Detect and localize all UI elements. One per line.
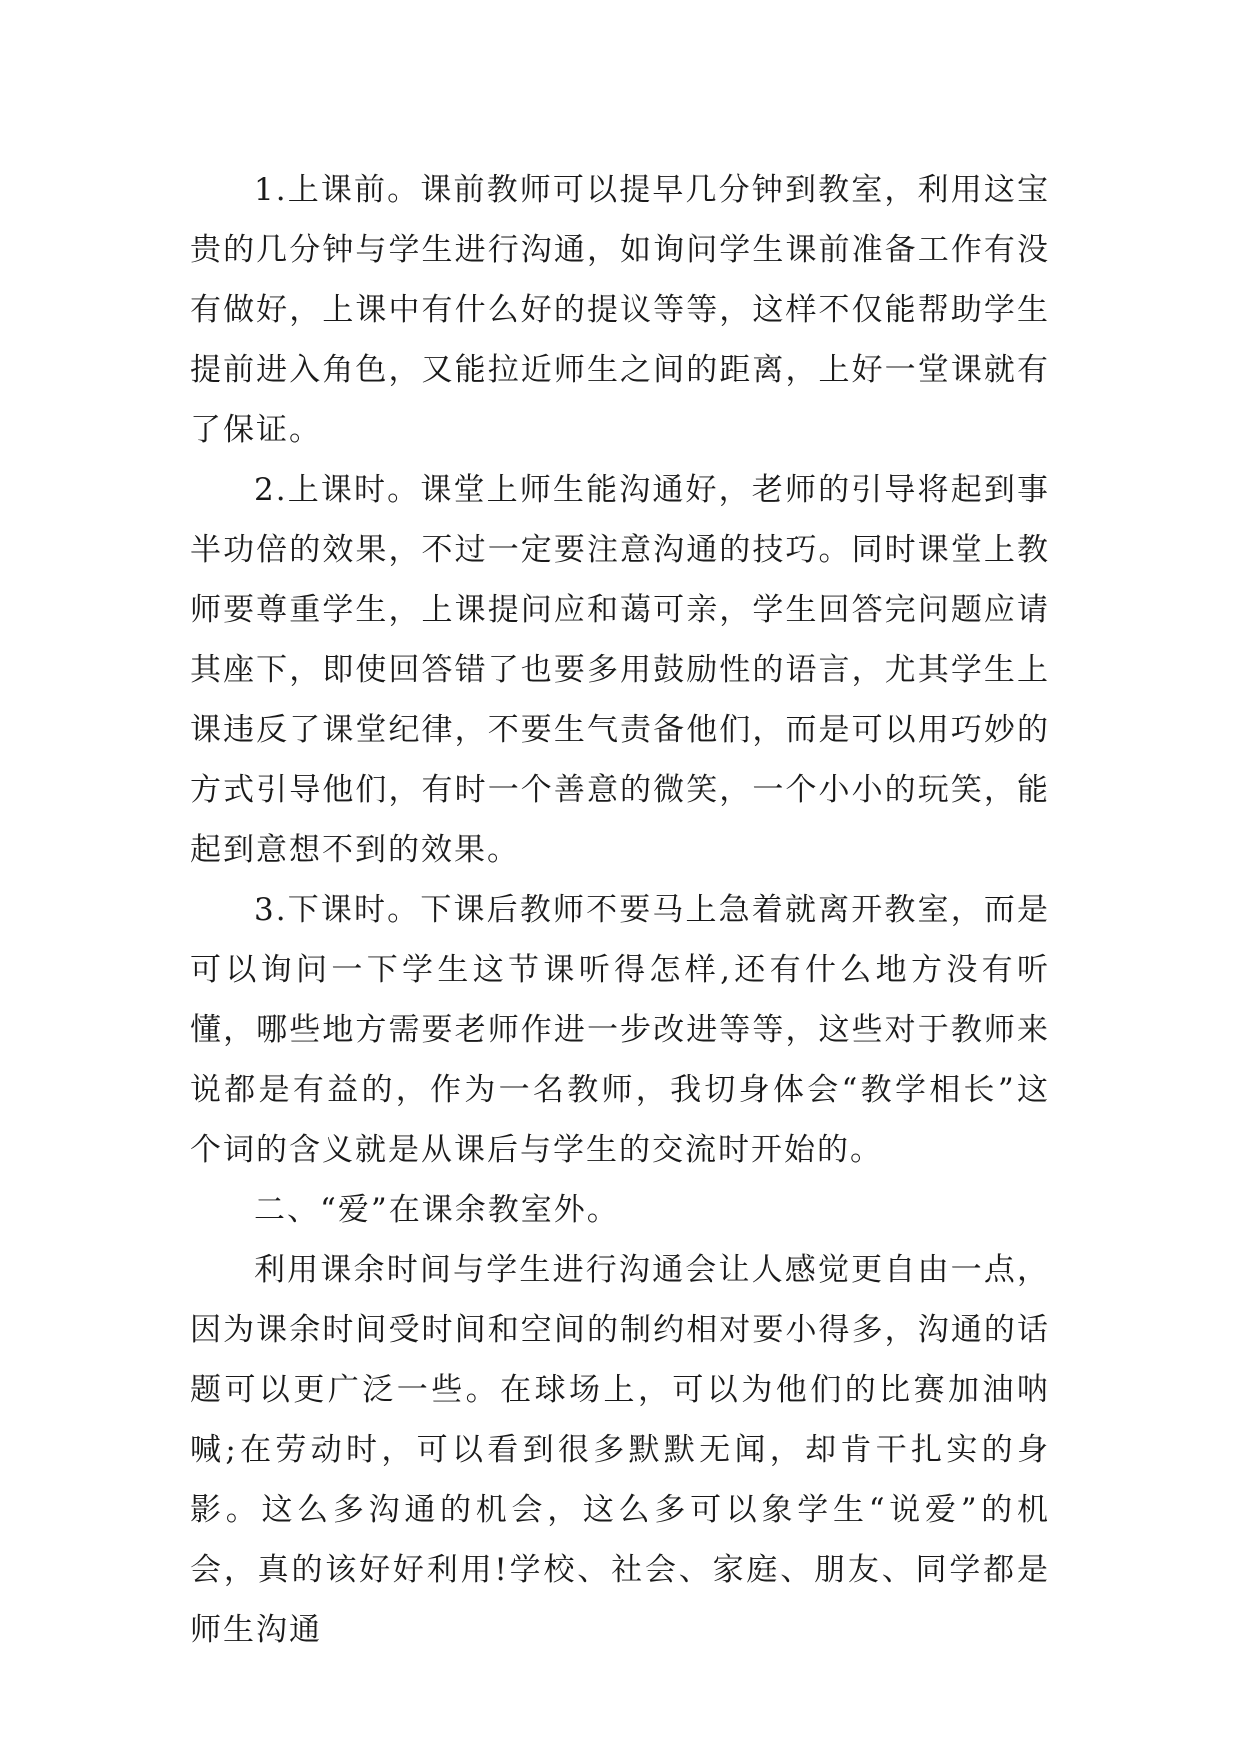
document-body	[190, 160, 1050, 1660]
paragraph-after-class: 3.下课时。下课后教师不要马上急着就离开教室，而是可以询问一下学生这节课听得怎样,还有什么地方没有听懂，哪些地方需要老师作进一步改进等等，这些对于教师来说都是有益的，作为一名教师，我切身体会“教学相长”这个词的含义就是从课后与学生的交流时开始的。	[190, 892, 1050, 1168]
paragraph-before-class: 1.上课前。课前教师可以提早几分钟到教室，利用这宝贵的几分钟与学生进行沟通，如询问学生课前准备工作有没有做好，上课中有什么好的提议等等，这样不仅能帮助学生提前进入角色，又能拉近师生之间的距离，上好一堂课就有了保证。	[190, 172, 1050, 448]
paragraph-spare-time: 利用课余时间与学生进行沟通会让人感觉更自由一点，因为课余时间受时间和空间的制约相对要小得多，沟通的话题可以更广泛一些。在球场上，可以为他们的比赛加油呐喊;在劳动时，可以看到很多默默无闻，却肯干扎实的身影。这么多沟通的机会，这么多可以象学生“说爱”的机会，真的该好好利用!学校、社会、家庭、朋友、同学都是师生沟通	[190, 1252, 1050, 1648]
section-heading-outside-classroom: 二、“爱”在课余教室外。	[254, 1192, 620, 1228]
paragraph-during-class: 2.上课时。课堂上师生能沟通好，老师的引导将起到事半功倍的效果，不过一定要注意沟通的技巧。同时课堂上教师要尊重学生，上课提问应和蔼可亲，学生回答完问题应请其座下，即使回答错了也要多用鼓励性的语言，尤其学生上课违反了课堂纪律，不要生气责备他们，而是可以用巧妙的方式引导他们，有时一个善意的微笑，一个小小的玩笑，能起到意想不到的效果。	[190, 472, 1050, 868]
